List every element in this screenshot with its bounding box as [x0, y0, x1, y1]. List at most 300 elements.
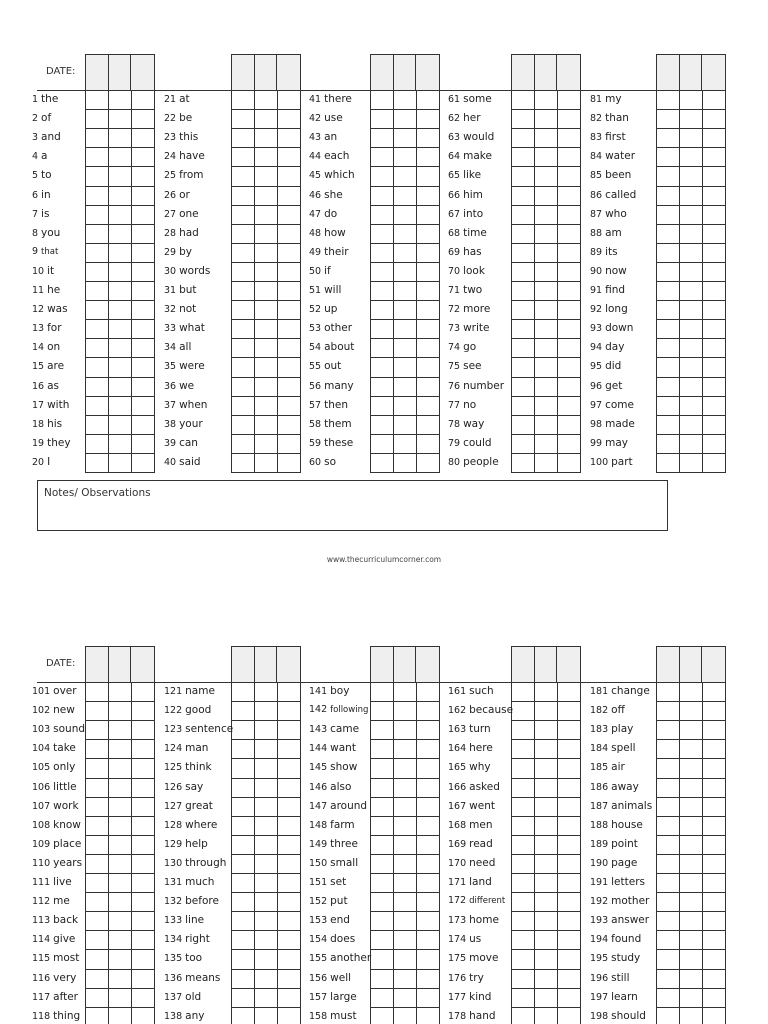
check-row[interactable] [657, 835, 725, 854]
check-row[interactable] [232, 319, 300, 338]
check-row[interactable] [86, 109, 154, 128]
check-row[interactable] [512, 243, 580, 262]
date-header-cell[interactable] [86, 55, 109, 90]
sight-word [590, 991, 638, 1003]
word-number: 197 [590, 991, 609, 1003]
date-header-cell[interactable] [702, 55, 725, 90]
check-row[interactable] [86, 319, 154, 338]
check-row[interactable] [657, 396, 725, 415]
check-row[interactable] [86, 166, 154, 185]
check-row[interactable] [512, 319, 580, 338]
check-row[interactable] [657, 949, 725, 968]
check-row[interactable] [371, 720, 439, 739]
check-row[interactable] [512, 128, 580, 147]
check-row[interactable] [371, 797, 439, 816]
word-text: make [463, 150, 492, 163]
date-header-cell[interactable] [557, 55, 580, 90]
word-text: of [41, 112, 52, 125]
check-row[interactable] [657, 205, 725, 224]
sight-word [164, 322, 205, 334]
check-row[interactable] [512, 186, 580, 205]
check-row[interactable] [371, 969, 439, 988]
check-row[interactable] [512, 949, 580, 968]
check-row[interactable] [232, 969, 300, 988]
check-row[interactable] [86, 892, 154, 911]
date-header-cell[interactable] [680, 55, 703, 90]
word-text: go [463, 341, 477, 354]
check-row[interactable] [232, 701, 300, 720]
check-row[interactable] [371, 892, 439, 911]
check-row[interactable] [371, 854, 439, 873]
check-row[interactable] [86, 873, 154, 892]
check-row[interactable] [232, 434, 300, 453]
date-header-boxes[interactable] [511, 54, 581, 90]
check-row[interactable] [371, 949, 439, 968]
check-row[interactable] [86, 396, 154, 415]
check-row[interactable] [86, 281, 154, 300]
check-row[interactable] [512, 205, 580, 224]
check-row[interactable] [657, 357, 725, 376]
word-text: this [179, 131, 199, 144]
check-row[interactable] [232, 224, 300, 243]
check-row[interactable] [512, 720, 580, 739]
check-row[interactable] [232, 892, 300, 911]
check-row[interactable] [232, 739, 300, 758]
word-text: said [179, 455, 201, 468]
check-row[interactable] [657, 319, 725, 338]
check-grid [511, 682, 581, 1024]
check-row[interactable] [86, 205, 154, 224]
word-number: 95 [590, 361, 603, 373]
check-row[interactable] [232, 682, 300, 701]
check-row[interactable] [512, 1007, 580, 1024]
word-number: 107 [32, 800, 51, 812]
date-header-boxes[interactable] [656, 54, 726, 90]
check-row[interactable] [232, 1007, 300, 1024]
check-row[interactable] [657, 854, 725, 873]
date-header-cell[interactable] [657, 647, 680, 682]
notes-box[interactable] [37, 480, 668, 531]
word-number: 136 [164, 972, 183, 984]
word-text: well [330, 971, 352, 984]
check-row[interactable] [657, 166, 725, 185]
word-text: show [330, 761, 358, 774]
sight-word [309, 360, 341, 372]
check-row[interactable] [512, 396, 580, 415]
word-number: 181 [590, 686, 609, 697]
check-row[interactable] [512, 778, 580, 797]
check-row[interactable] [86, 243, 154, 262]
check-row[interactable] [232, 128, 300, 147]
check-row[interactable] [371, 701, 439, 720]
sight-word [590, 131, 626, 143]
sight-word [448, 742, 493, 754]
sight-word [164, 723, 233, 735]
check-row[interactable] [512, 969, 580, 988]
date-header-cell[interactable] [702, 647, 725, 682]
check-row[interactable] [512, 90, 580, 109]
word-number: 161 [448, 686, 467, 697]
word-text: give [53, 933, 76, 946]
word-text: see [463, 360, 482, 373]
check-row[interactable] [657, 1007, 725, 1024]
check-row[interactable] [371, 682, 439, 701]
word-number: 138 [164, 1010, 183, 1022]
check-row[interactable] [371, 873, 439, 892]
check-row[interactable] [232, 873, 300, 892]
word-number: 64 [448, 151, 461, 163]
sight-word [32, 322, 62, 334]
check-row[interactable] [232, 797, 300, 816]
word-text: why [469, 761, 491, 774]
check-row[interactable] [371, 205, 439, 224]
word-number: 84 [590, 151, 603, 163]
check-row[interactable] [512, 281, 580, 300]
check-row[interactable] [657, 797, 725, 816]
sight-word [32, 150, 47, 162]
check-row[interactable] [512, 415, 580, 434]
date-header-cell[interactable] [512, 647, 535, 682]
sight-word [164, 131, 198, 143]
word-number: 146 [309, 781, 328, 793]
date-header-boxes[interactable] [231, 646, 301, 682]
sight-word [32, 685, 77, 697]
check-row[interactable] [86, 720, 154, 739]
date-header-cell[interactable] [277, 55, 300, 90]
date-header-boxes[interactable] [511, 646, 581, 682]
date-header-cell[interactable] [535, 647, 558, 682]
sight-word [590, 341, 624, 353]
word-text: its [605, 245, 618, 258]
check-row[interactable] [86, 911, 154, 930]
date-header-cell[interactable] [416, 647, 439, 682]
word-text: that [41, 246, 59, 257]
check-row[interactable] [512, 797, 580, 816]
check-row[interactable] [86, 949, 154, 968]
word-text: could [463, 436, 492, 449]
check-row[interactable] [86, 186, 154, 205]
check-row[interactable] [86, 377, 154, 396]
check-row[interactable] [86, 357, 154, 376]
check-row[interactable] [657, 739, 725, 758]
date-header-boxes[interactable] [85, 54, 155, 90]
check-row[interactable] [371, 262, 439, 281]
check-row[interactable] [232, 147, 300, 166]
sight-word [448, 360, 481, 372]
check-row[interactable] [371, 758, 439, 777]
check-row[interactable] [657, 911, 725, 930]
check-row[interactable] [657, 128, 725, 147]
check-row[interactable] [86, 778, 154, 797]
check-row[interactable] [371, 243, 439, 262]
check-row[interactable] [232, 300, 300, 319]
word-number: 128 [164, 819, 183, 831]
check-row[interactable] [512, 147, 580, 166]
sight-word [309, 761, 357, 773]
check-row[interactable] [512, 262, 580, 281]
check-row[interactable] [371, 166, 439, 185]
check-row[interactable] [371, 128, 439, 147]
check-row[interactable] [86, 434, 154, 453]
date-header-boxes[interactable] [656, 646, 726, 682]
check-row[interactable] [232, 778, 300, 797]
word-number: 129 [164, 838, 183, 850]
check-row[interactable] [232, 415, 300, 434]
word-number: 75 [448, 361, 461, 373]
word-number: 30 [164, 265, 177, 277]
check-row[interactable] [371, 357, 439, 376]
word-number: 198 [590, 1010, 609, 1022]
date-header-cell[interactable] [680, 647, 703, 682]
check-row[interactable] [657, 988, 725, 1007]
check-row[interactable] [232, 949, 300, 968]
check-row[interactable] [371, 396, 439, 415]
sight-word [590, 418, 635, 430]
check-row[interactable] [86, 147, 154, 166]
check-row[interactable] [512, 682, 580, 701]
check-row[interactable] [86, 338, 154, 357]
check-row[interactable] [657, 147, 725, 166]
check-row[interactable] [657, 778, 725, 797]
check-row[interactable] [232, 205, 300, 224]
word-number: 41 [309, 94, 322, 105]
check-row[interactable] [371, 816, 439, 835]
check-row[interactable] [232, 453, 300, 472]
word-text: what [179, 322, 205, 335]
check-row[interactable] [371, 930, 439, 949]
check-row[interactable] [512, 434, 580, 453]
check-row[interactable] [371, 300, 439, 319]
check-row[interactable] [512, 854, 580, 873]
date-header-cell[interactable] [416, 55, 439, 90]
check-row[interactable] [86, 816, 154, 835]
date-header-cell[interactable] [371, 647, 394, 682]
date-header-cell[interactable] [277, 647, 300, 682]
check-row[interactable] [86, 969, 154, 988]
check-row[interactable] [86, 682, 154, 701]
date-header-boxes[interactable] [370, 54, 440, 90]
check-row[interactable] [232, 854, 300, 873]
check-row[interactable] [512, 873, 580, 892]
word-number: 86 [590, 189, 603, 201]
check-row[interactable] [657, 816, 725, 835]
check-row[interactable] [512, 930, 580, 949]
check-row[interactable] [371, 415, 439, 434]
date-header-cell[interactable] [371, 55, 394, 90]
check-row[interactable] [232, 186, 300, 205]
check-row[interactable] [512, 988, 580, 1007]
sight-word [590, 895, 649, 907]
check-row[interactable] [232, 930, 300, 949]
check-row[interactable] [657, 453, 725, 472]
check-row[interactable] [86, 854, 154, 873]
check-row[interactable] [512, 453, 580, 472]
check-row[interactable] [371, 377, 439, 396]
date-header-cell[interactable] [232, 55, 255, 90]
date-header-cell[interactable] [394, 55, 417, 90]
check-row[interactable] [512, 357, 580, 376]
word-number: 5 [32, 170, 39, 182]
date-header-boxes[interactable] [85, 646, 155, 682]
sight-word [448, 322, 490, 334]
check-row[interactable] [371, 911, 439, 930]
check-row[interactable] [657, 377, 725, 396]
check-row[interactable] [371, 338, 439, 357]
check-row[interactable] [232, 357, 300, 376]
check-row[interactable] [86, 739, 154, 758]
check-row[interactable] [86, 988, 154, 1007]
word-number: 24 [164, 151, 177, 163]
check-row[interactable] [232, 338, 300, 357]
sight-word [164, 1010, 204, 1022]
date-header-cell[interactable] [232, 647, 255, 682]
check-row[interactable] [512, 338, 580, 357]
sight-word [32, 246, 58, 257]
check-row[interactable] [657, 224, 725, 243]
check-row[interactable] [86, 453, 154, 472]
word-text: no [463, 398, 477, 411]
word-number: 52 [309, 304, 322, 316]
date-header-cell[interactable] [535, 55, 558, 90]
check-row[interactable] [232, 988, 300, 1007]
check-row[interactable] [86, 835, 154, 854]
check-row[interactable] [512, 300, 580, 319]
check-row[interactable] [657, 720, 725, 739]
check-row[interactable] [512, 166, 580, 185]
check-row[interactable] [232, 911, 300, 930]
check-row[interactable] [232, 720, 300, 739]
date-header-cell[interactable] [131, 647, 154, 682]
check-row[interactable] [371, 434, 439, 453]
word-text: asked [469, 780, 500, 793]
check-row[interactable] [232, 758, 300, 777]
check-row[interactable] [512, 758, 580, 777]
check-row[interactable] [232, 816, 300, 835]
date-header-cell[interactable] [255, 55, 278, 90]
check-row[interactable] [657, 262, 725, 281]
check-row[interactable] [512, 816, 580, 835]
word-text: way [463, 417, 485, 430]
check-row[interactable] [371, 147, 439, 166]
check-row[interactable] [657, 758, 725, 777]
check-row[interactable] [512, 109, 580, 128]
check-row[interactable] [657, 90, 725, 109]
check-row[interactable] [232, 109, 300, 128]
check-row[interactable] [371, 453, 439, 472]
date-header-cell[interactable] [131, 55, 154, 90]
check-row[interactable] [86, 797, 154, 816]
check-row[interactable] [86, 300, 154, 319]
sight-word [164, 380, 194, 392]
word-number: 118 [32, 1010, 51, 1022]
check-row[interactable] [512, 835, 580, 854]
check-row[interactable] [86, 415, 154, 434]
check-row[interactable] [657, 300, 725, 319]
check-row[interactable] [512, 377, 580, 396]
check-row[interactable] [371, 186, 439, 205]
check-row[interactable] [657, 186, 725, 205]
check-row[interactable] [371, 319, 439, 338]
check-row[interactable] [657, 930, 725, 949]
check-row[interactable] [512, 911, 580, 930]
check-row[interactable] [232, 166, 300, 185]
check-row[interactable] [371, 90, 439, 109]
date-header-cell[interactable] [657, 55, 680, 90]
check-row[interactable] [86, 262, 154, 281]
check-row[interactable] [232, 262, 300, 281]
check-row[interactable] [86, 758, 154, 777]
check-row[interactable] [657, 969, 725, 988]
date-header-cell[interactable] [557, 647, 580, 682]
check-row[interactable] [371, 835, 439, 854]
word-number: 116 [32, 972, 51, 984]
word-text: she [324, 188, 343, 201]
check-row[interactable] [86, 701, 154, 720]
check-row[interactable] [657, 873, 725, 892]
check-row[interactable] [232, 396, 300, 415]
check-row[interactable] [657, 281, 725, 300]
check-row[interactable] [657, 682, 725, 701]
sight-word [448, 723, 491, 735]
check-row[interactable] [657, 338, 725, 357]
check-row[interactable] [371, 739, 439, 758]
check-row[interactable] [86, 930, 154, 949]
footer-url: www.thecurriculumcorner.com [326, 555, 442, 564]
date-header-boxes[interactable] [231, 54, 301, 90]
check-row[interactable] [371, 988, 439, 1007]
sight-word [309, 380, 354, 392]
sight-word [590, 952, 640, 964]
check-row[interactable] [232, 281, 300, 300]
word-text: look [463, 264, 485, 277]
date-header-cell[interactable] [255, 647, 278, 682]
check-row[interactable] [371, 1007, 439, 1024]
check-row[interactable] [512, 739, 580, 758]
word-text: like [463, 169, 482, 182]
check-row[interactable] [512, 701, 580, 720]
check-row[interactable] [86, 1007, 154, 1024]
check-row[interactable] [657, 109, 725, 128]
check-row[interactable] [371, 224, 439, 243]
check-row[interactable] [657, 243, 725, 262]
check-row[interactable] [86, 90, 154, 109]
word-number: 170 [448, 857, 467, 869]
check-row[interactable] [232, 835, 300, 854]
check-row[interactable] [232, 243, 300, 262]
check-row[interactable] [232, 377, 300, 396]
check-row[interactable] [371, 109, 439, 128]
check-row[interactable] [512, 892, 580, 911]
check-row[interactable] [657, 701, 725, 720]
check-row[interactable] [86, 224, 154, 243]
check-row[interactable] [657, 434, 725, 453]
date-header-cell[interactable] [109, 55, 132, 90]
check-row[interactable] [657, 415, 725, 434]
date-header-cell[interactable] [109, 647, 132, 682]
date-header-boxes[interactable] [370, 646, 440, 682]
date-header-cell[interactable] [394, 647, 417, 682]
check-row[interactable] [371, 778, 439, 797]
check-row[interactable] [657, 892, 725, 911]
check-row[interactable] [512, 224, 580, 243]
date-header-cell[interactable] [512, 55, 535, 90]
check-row[interactable] [232, 90, 300, 109]
check-row[interactable] [86, 128, 154, 147]
date-header-cell[interactable] [86, 647, 109, 682]
check-row[interactable] [371, 281, 439, 300]
word-text: called [605, 188, 637, 201]
word-number: 76 [448, 380, 461, 392]
